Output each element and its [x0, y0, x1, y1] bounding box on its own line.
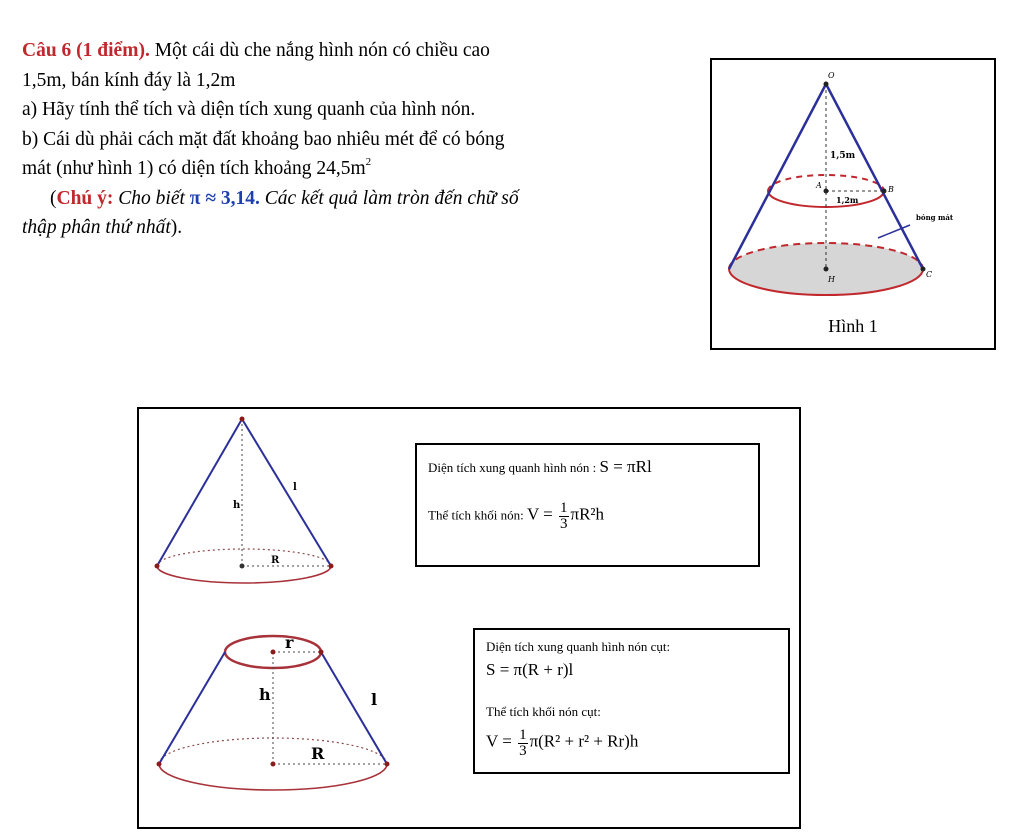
frustum-top-center: [271, 650, 276, 655]
point-C: [921, 267, 926, 272]
frustum-top-right: [319, 650, 324, 655]
frustum-right-edge: [321, 652, 387, 764]
cone-base-back: [157, 549, 331, 566]
label-H: H: [828, 275, 835, 284]
point-H: [824, 267, 829, 272]
frustum-volume-label: Thể tích khối nón cụt:: [486, 704, 601, 719]
label-height: 1,5m: [830, 151, 856, 161]
frustum-volume-fraction: $\frac{1}{3}$: [519, 727, 527, 759]
frustum-volume-formula: V = $\frac{1}{3}$ π(R² + r² + Rr)h: [486, 727, 639, 759]
umbrella-diagram: [712, 60, 998, 352]
problem-statement: [22, 36, 702, 243]
question-heading: Câu 6 (1 điểm).: [22, 40, 150, 61]
point-B: [882, 189, 887, 194]
cone-right-edge: [242, 419, 331, 566]
problem-note-line-2: thập phân thứ nhất).: [22, 217, 183, 238]
cone-base-right: [329, 564, 334, 569]
label-B: B: [888, 185, 894, 194]
point-A: [824, 189, 829, 194]
cone-apex: [240, 417, 245, 422]
cone-label-l: l: [293, 482, 297, 493]
shade-fill: [729, 269, 923, 295]
label-C: C: [926, 270, 933, 279]
cone-center: [240, 564, 245, 569]
frustum-formula-box: [473, 628, 790, 774]
figure-1: [710, 58, 996, 350]
frustum-base-left: [157, 762, 162, 767]
cone-label-h: h: [233, 500, 241, 511]
cone-volume-formula: Thể tích khối nón: V = $\frac{1}{3}$ πR²h: [428, 500, 605, 532]
label-A: A: [816, 181, 822, 190]
frustum-base-back: [159, 738, 387, 764]
frustum-left-edge: [159, 652, 225, 764]
frustum-base-front: [159, 764, 387, 790]
label-O: O: [828, 71, 835, 80]
figure-1-caption: Hình 1: [828, 316, 878, 336]
problem-part-b: b) Cái dù phải cách mặt đất khoảng bao nhiêu mét để có bóng: [22, 128, 505, 150]
pi-value: π ≈ 3,14.: [189, 187, 260, 209]
frustum-label-R: R: [311, 744, 325, 763]
label-shade: bóng mát: [916, 213, 954, 222]
cone-volume-fraction: $\frac{1}{3}$: [560, 500, 568, 532]
problem-note: (Chú ý: Cho biết π ≈ 3,14. Các kết quả làm tròn đến chữ số: [50, 187, 519, 209]
label-radius: 1,2m: [836, 195, 859, 205]
frustum-label-r: r: [285, 633, 294, 652]
point-O: [824, 82, 829, 87]
cone-base-left: [155, 564, 160, 569]
cone-area-formula: Diện tích xung quanh hình nón : S = πRl: [428, 457, 652, 476]
note-label: Chú ý:: [56, 187, 114, 209]
frustum-base-center: [271, 762, 276, 767]
problem-line-1: Câu 6 (1 điểm). Một cái dù che nắng hình nón có chiều cao: [22, 40, 490, 61]
frustum-area-label: Diện tích xung quanh hình nón cụt:: [486, 639, 671, 654]
frustum-area-formula: S = π(R + r)l: [486, 660, 574, 679]
problem-part-a: a) Hãy tính thể tích và diện tích xung quanh của hình nón.: [22, 99, 476, 120]
formula-reference: [137, 407, 801, 829]
cone-base-front: [157, 566, 331, 583]
frustum-base-right: [385, 762, 390, 767]
problem-line-5: mát (như hình 1) có diện tích khoảng $24,5m^2$: [22, 156, 372, 179]
cone-formula-box: [415, 443, 760, 567]
problem-line-2: 1,5m, bán kính đáy là 1,2m: [22, 69, 236, 91]
frustum-label-l: l: [371, 690, 378, 709]
frustum-label-h: h: [259, 685, 271, 704]
cone-label-R: R: [271, 555, 280, 566]
cone-left-edge: [157, 419, 242, 566]
